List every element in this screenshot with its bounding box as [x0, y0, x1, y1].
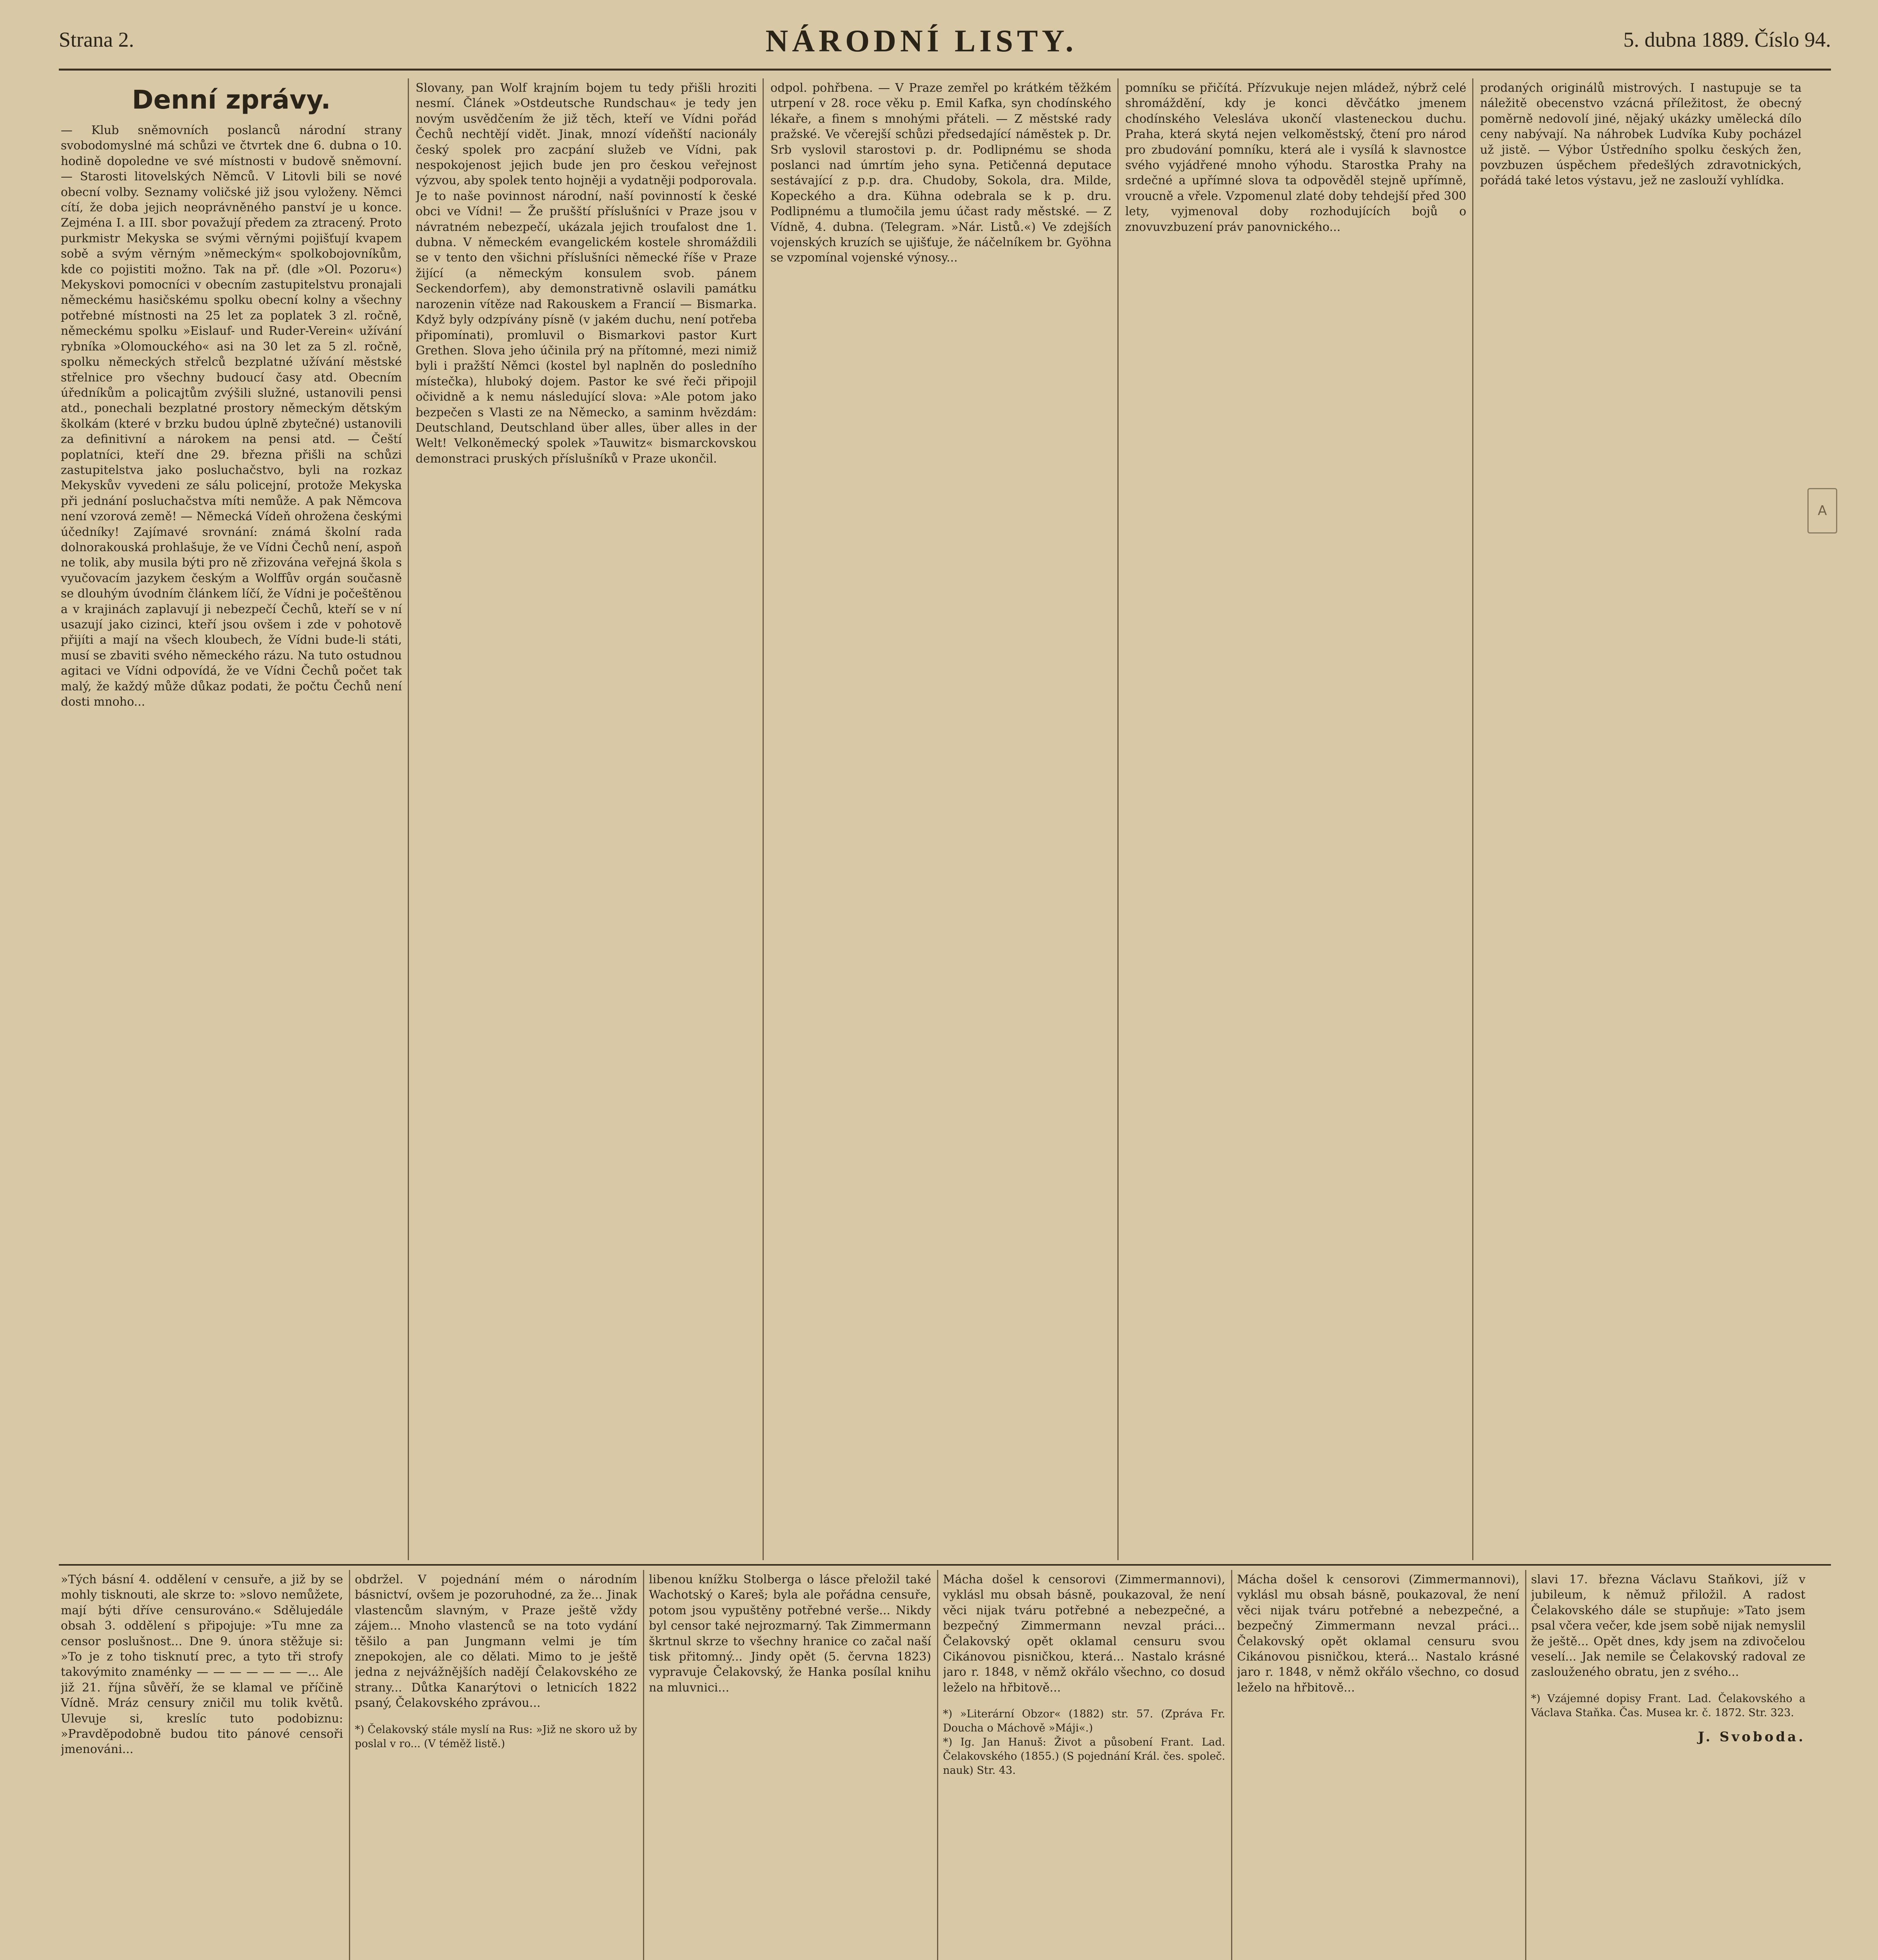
feuilleton-column-3 [649, 1572, 931, 1960]
date-issue: 5. dubna 1889. Číslo 94. [1623, 28, 1831, 51]
page-header [59, 24, 1831, 71]
column-divider [408, 78, 409, 1560]
column-divider [1525, 1570, 1526, 1960]
article-column-3 [770, 80, 1112, 1558]
feuilleton-text: Mácha došel k censorovi (Zimmermannovi), vyklásl mu obsah básně, poukazoval, že není věci nijak tváru potřebné a nebezpečné, a bezpečný Zimmermann nevzal práci... Čelakovský opět oklamal censuru svou Cikánovou pisničkou, která... Nastalo krásné jaro r. 1848, v němž okřálo všechno, co dosud leželo na hřbitově... [943, 1573, 1225, 1695]
feuilleton-column-4 [943, 1572, 1225, 1960]
footnote: *) Vzájemné dopisy Frant. Lad. Čelakovského a Václava Staňka. Čas. Musea kr. č. 1872. Str. 323. [1531, 1692, 1805, 1719]
feuilleton-text: obdržel. V pojednání mém o národním básnictví, ovšem je pozoruhodné, za že... Jinak vlastencům slavným, v Praze ještě vždy zájem... Mnoho vlastenců se na toto vydání těšilo a pan Jungmann velmi je tím znepokojen, ale co dělati. Mimo to je ještě jedna z nejvážnějších nadějí Čelakovského ze strany... Důtka Kanarýtovi o letnicích 1822 psaný, Čelakovského zprávou... [355, 1573, 637, 1710]
masthead-title: NÁRODNÍ LISTY. [765, 24, 1077, 58]
margin-stamp: A [1807, 488, 1837, 534]
feuilleton-text: libenou knížku Stolberga o lásce přeložil také Wachotský o Kareš; byla ale pořádna censuře, potom jsou vypuštěny potřebné verše... Nikdy byl censor také nejrozmarný. Tak Zimmermann škrtnul skrze to všechny hranice co začal naší tisk přitomný... Jindy opět (5. června 1823) vypravuje Čelakovský, že Hanka posílal knihu na mluvnici... [649, 1573, 931, 1695]
feuilleton-rule [59, 1564, 1831, 1566]
author-signature: J. Svoboda. [1698, 1729, 1805, 1745]
section-heading: Denní zprávy. [132, 85, 331, 115]
article-column-5 [1480, 80, 1802, 1558]
article-text: odpol. pohřbena. — V Praze zemřel po krátkém těžkém utrpení v 28. roce věku p. Emil Kafka, syn chodínského lékaře, a finem s mnohými přáteli. — Z městské rady pražské. Ve včerejší schůzi předsedající náměstek p. Dr. Srb vyslovil starostovi p. dr. Podlipnému se shoda poslanci nad úmrtím jeho syna. Petičenná deputace sestávající z p.p. dra. Chudoby, Sokola, dra. Milde, Kopeckého a dra. Kühna odebrala se k p. dru. Podlipnému a tlumočila jemu účast rady městské. — Z Vídně, 4. dubna. (Telegram. »Nár. Listů.«) Ve zdejších vojenských kruzích se ujišťuje, že náčelníkem br. Gyöhna se vzpomínal vojenské výnosy... [770, 81, 1112, 265]
footnote: *) »Literární Obzor« (1882) str. 57. (Zpráva Fr. Doucha o Máchově »Máji«.) [943, 1708, 1225, 1735]
feuilleton-column-6 [1531, 1572, 1805, 1960]
article-column-4 [1125, 80, 1466, 1558]
footnote: *) Čelakovský stále myslí na Rus: »Již ne skoro už by poslal v ro... (V téměž listě.) [355, 1723, 637, 1750]
article-text: Slovany, pan Wolf krajním bojem tu tedy přišli hroziti nesmí. Článek »Ostdeutsche Rundschau« je tedy jen novým usvědčením že již těch, kteří ve Vídni pořád Čechů nechtějí vidět. Jinak, mnozí vídeňští nacionály český spolek pro zacpání služeb ve Vídni, pak nespokojenost jejich bude jen pro českou veřejnost výzvou, aby spolek tento hojněji a vydatněji podporovala. Je to naše povinnost národní, naší povinností k české obci ve Vídni! — Že prušští příslušníci v Praze jsou v návratném nebezpečí, ukázala jejich troufalost dne 1. dubna. V německém evangelickém kostele shromáždili se v tento den všichni příslušníci německé říše v Praze žijící (a německým konsulem svob. pánem Seckendorfem), aby demonstrativně oslavili památku narozenin vítěze nad Rakouskem a Francií — Bismarka. Když byly odzpívány písně (v jakém duchu, není potřeba připomínati), promluvil o Bismarkovi pastor Kurt Grethen. Slova jeho účinila prý na přítomné, mezi nimiž byli i pražští Němci (kostel byl naplněn do posledního místečka), hluboký dojem. Pastor ke své řeči připojil očividně a k nemu následující slova: »Ale potom jako bezpečen s Vlasti ze na Německo, a saminm hvězdám: Deutschland, Deutschland über alles, über alles in der Welt! Velkoněmecký spolek »Tauwitz« bismarckovskou demonstraci pruských příslušníků v Praze ukončil. [416, 81, 757, 466]
article-text: — Klub sněmovních poslanců národní strany svobodomyslné má schůzi ve čtvrtek dne 6. dubna o 10. hodině dopoledne ve své místnosti v budově sněmovní. — Starosti litovelských Němců. V Litovli bili se nové obecní volby. Seznamy voličské již jsou vyloženy. Němci cítí, že doba jejich neoprávněného panství je u konce. Zejména I. a III. sbor považují předem za ztracený. Proto purkmistr Mekyska se svými věrnými pojišťují kvapem sobě a svým věrným »německým« spolkobojovníkům, kde co pojistiti možno. Tak na př. (dle »Ol. Pozoru«) Mekyskovi pomocníci v obecním zastupitelstvu pronajali německému hasičskému spolku obecní kolny a všechny potřebné místnosti na 25 let za poplatek 3 zl. ročně, německému spolku »Eislauf- und Ruder-Verein« užívání rybníka »Olomouckého« asi na 30 let za 5 zl. ročně, spolku německých střelců bezplatné užívání městské střelnice pro všechny budoucí časy atd. Obecním úředníkům a policajtům zvýšili služné, ustanovili pensi atd., ponechali bezplatné prostory německým dětským školkám (které v brzku budou úplně zbytečné) ustanovili za definitivní a nárokem na pensi atd. — Čeští poplatníci, kteří dne 29. března přišli na schůzi zastupitelstva jako posluchačstvo, byli na rozkaz Mekyskův vyvedeni ze sálu policejní, protože Mekyska při jednání posluchačstva míti nemůže. A pak Němcova není vzorová země! — Německá Vídeň ohrožena českými účedníky! Zajímavé srovnání: známá školní rada dolnorakouská prohlašuje, že ve Vídni Čechů není, aspoň ne tolik, aby musila býti pro ně zřizována veřejná škola s vyučovacím jazykem českým a Wolffův orgán současně se dlouhým úvodním článkem líčí, že Vídni je počeštěnou a v krajinách zaplavují ji nebezpečí Čechů, kteří se v ní usazují jako cizinci, kteří jsou ovšem i zde v pohotově přijíti a mají na všech kloubech, že Vídni bude-li státi, musí se zbaviti svého německého rázu. Na tuto ostudnou agitaci ve Vídni odpovídá, že ve Vídni Čechů počet tak malý, že každý může důkaz podati, že počtu Čechů není dosti mnoho... [61, 123, 402, 709]
column-divider [1472, 78, 1473, 1560]
column-divider [643, 1570, 644, 1960]
article-column-2 [416, 80, 757, 1558]
page-label: Strana 2. [59, 28, 134, 51]
article-text: pomníku se přičítá. Přízvukuje nejen mládež, nýbrž celé shromáždění, kdy je konci děvčátko jmenem chodínského Velesláva ukončí vlasteneckou duchu. Praha, která skytá nejen velkoměstský, čtení pro národ pro zbudování pomníku, která ale i vysílá k slavnostce svého vyjádřené mnoho výhodu. Starostka Prahy na srdečné a upřímné slova ta odpověděl stejně upřímně, vroucně a vřele. Vzpomenul zlaté doby tehdejší před 300 lety, vyjmenoval doby rozhodujících bojů o znovuvzbuzení práv panovnického... [1125, 81, 1466, 234]
column-divider [1231, 1570, 1232, 1960]
column-divider [1117, 78, 1119, 1560]
column-divider [349, 1570, 350, 1960]
feuilleton-text: slavi 17. března Václavu Staňkovi, jíž v jubileum, k němuž přiložil. A radost Čelakovského dále se stupňuje: »Tato jsem psal včera večer, kde jsem sobě nijak nemyslil že ještě... Opět dnes, kdy jsem na zdivočelou veselí... Jak nemile se Čelakovský radoval ze zaslouženého obratu, jen z svého... [1531, 1573, 1805, 1679]
feuilleton-column-2 [355, 1572, 637, 1960]
feuilleton-column-5 [1237, 1572, 1519, 1960]
feuilleton-text: »Tých básní 4. oddělení v censuře, a již by se mohly tisknouti, ale skrze to: »slovo nemůžete, mají býti dříve censurováno.« Sdělujedále obsah 3. oddělení s připojuje: »Tu mne za censor poslušnost... Dne 9. února stěžuje si: »To je z toho tisknutí prec, a tyto tři strofy takovýmito znaménky — — — — — — —... Ale již 21. října sůvěří, že se klamal ve příčině Vídně. Mráz censury zničil mu tolik květů. Ulevuje si, kreslíc tuto podobiznu: »Pravděpodobně budou tito pánové censoři jmenováni... [61, 1573, 343, 1757]
column-divider [937, 1570, 938, 1960]
feuilleton-text: Mácha došel k censorovi (Zimmermannovi), vyklásl mu obsah básně, poukazoval, že není věci nijak tváru potřebné a nebezpečné, a bezpečný Zimmermann nevzal práci... Čelakovský opět oklamal censuru svou Cikánovou pisničkou, která... Nastalo krásné jaro r. 1848, v němž okřálo všechno, co dosud leželo na hřbitově... [1237, 1573, 1519, 1695]
footnote: *) Ig. Jan Hanuš: Život a působení Frant. Lad. Čelakovského (1855.) (S pojednání Král. čes. společ. nauk) Str. 43. [943, 1736, 1225, 1777]
feuilleton-column-1 [61, 1572, 343, 1960]
column-divider [763, 78, 764, 1560]
header-rule [59, 69, 1831, 71]
article-text: prodaných originálů mistrových. I nastupuje se ta náležitě obecenstvo vzácná příležitost, že obecný poměrně nedovolí jiné, nějaký ukázky umělecká dílo ceny nabývají. Na náhrobek Ludvíka Kuby pocházel už jistě. — Výbor Ústředního spolku českých žen, povzbuzen úspěchem předešlých zdravotnických, pořádá také letos výstavu, jež ne zaslouží vyhlídka. [1480, 81, 1802, 188]
article-column-1 [61, 80, 402, 1558]
